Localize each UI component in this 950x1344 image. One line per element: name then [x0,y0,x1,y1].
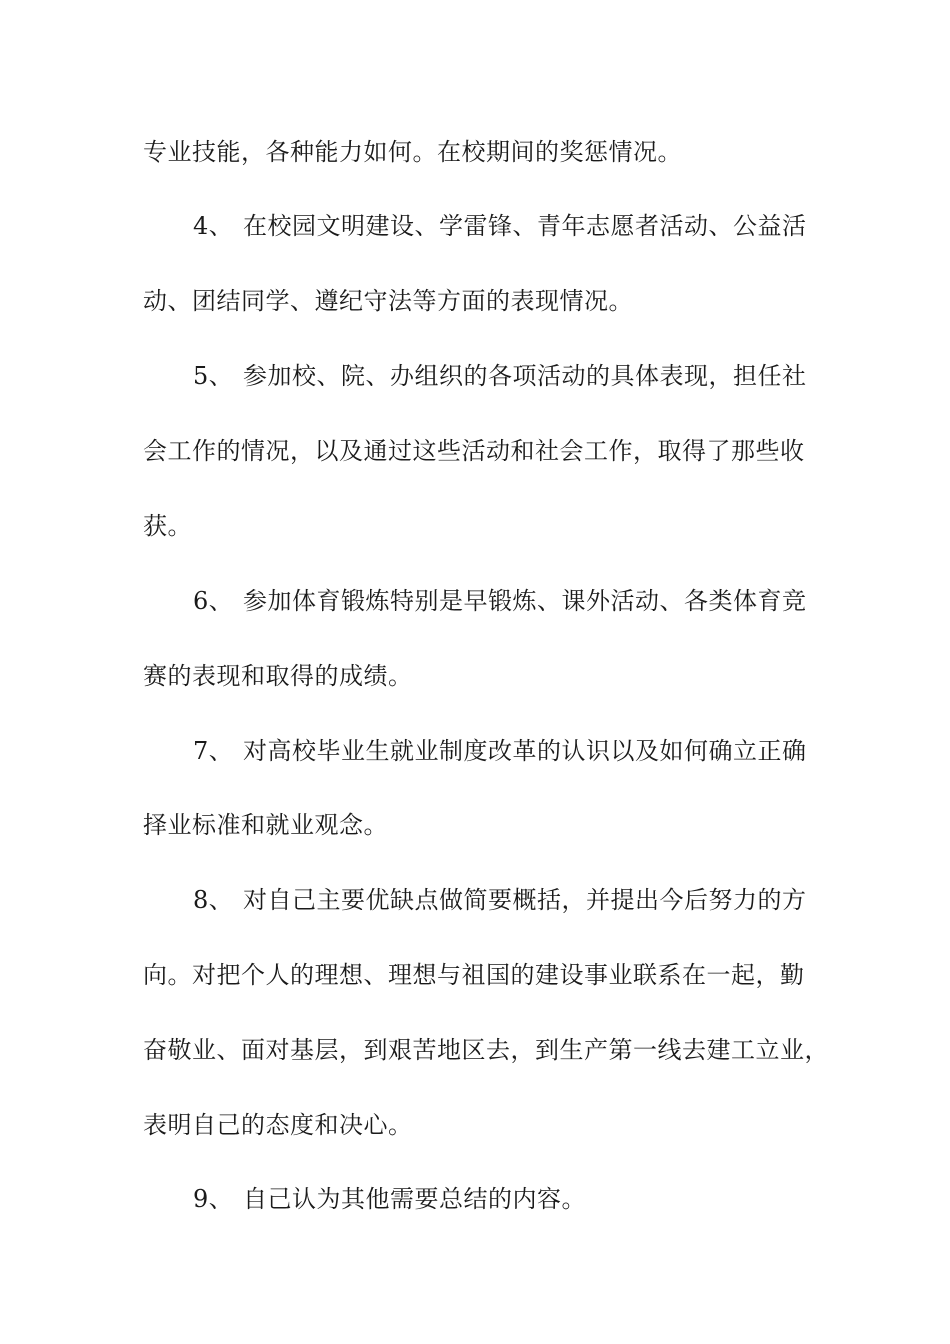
line-text: 奋敬业、面对基层，到艰苦地区去，到生产第一线去建工立业， [143,1036,829,1064]
line-text: 参加体育锻炼特别是早锻炼、课外活动、各类体育竞 [243,587,807,615]
line-text: 向。对把个人的理想、理想与祖国的建设事业联系在一起，勤 [143,961,805,989]
list-number: 4、 [193,212,234,240]
line-text: 自己认为其他需要总结的内容。 [243,1185,586,1213]
paragraph-line [143,1035,833,1065]
line-text: 获。 [143,512,192,540]
list-number: 7、 [193,737,234,765]
list-item-7 [193,736,883,766]
paragraph-line [143,137,833,167]
list-item-4 [193,211,883,241]
list-item-6 [193,586,883,616]
line-text: 专业技能，各种能力如何。在校期间的奖惩情况。 [143,138,682,166]
line-text: 对高校毕业生就业制度改革的认识以及如何确立正确 [243,737,807,765]
list-number: 8、 [193,886,234,914]
paragraph-line [143,286,833,316]
list-item-5 [193,361,883,391]
paragraph-line [143,810,833,840]
line-text: 对自己主要优缺点做简要概括，并提出今后努力的方 [243,886,807,914]
paragraph-line [143,1110,833,1140]
line-text: 择业标准和就业观念。 [143,811,388,839]
paragraph-line [143,511,833,541]
line-text: 会工作的情况，以及通过这些活动和社会工作，取得了那些收 [143,437,805,465]
list-item-9 [193,1184,883,1214]
paragraph-line [143,960,833,990]
list-number: 5、 [193,362,234,390]
paragraph-line [143,661,833,691]
list-number: 6、 [193,587,234,615]
line-text: 表明自己的态度和决心。 [143,1111,413,1139]
list-item-8 [193,885,883,915]
paragraph-line [143,436,833,466]
list-number: 9、 [193,1185,234,1213]
line-text: 参加校、院、办组织的各项活动的具体表现，担任社 [243,362,807,390]
line-text: 在校园文明建设、学雷锋、青年志愿者活动、公益活 [243,212,807,240]
line-text: 动、团结同学、遵纪守法等方面的表现情况。 [143,287,633,315]
line-text: 赛的表现和取得的成绩。 [143,662,413,690]
